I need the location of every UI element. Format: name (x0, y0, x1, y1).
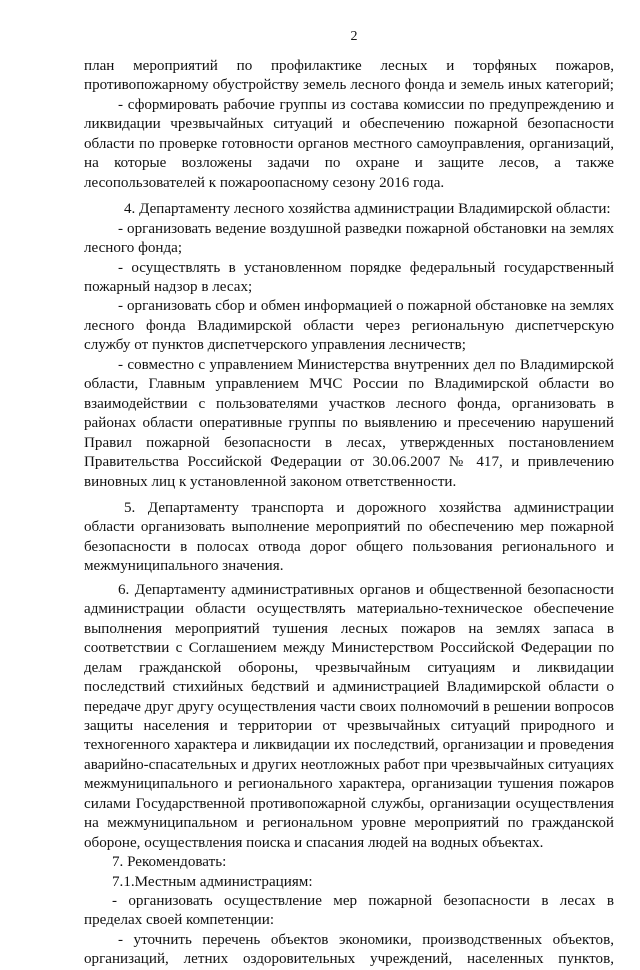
paragraph-item-7-1-local-administrations: 7.1.Местным администрациям: (112, 873, 313, 890)
paragraph-objects-list: - уточнить перечень объектов экономики, производственных объектов, организаций, летних оздоровительных учреждений, населенных пунктов, (84, 931, 614, 968)
paragraph-item-4-heading: 4. Департаменту лесного хозяйства администрации Владимирской области: (124, 201, 611, 218)
paragraph-information-exchange: - организовать сбор и обмен информацией о пожарной обстановке на землях лесного фонда Владимирской области через региональную диспетчерскую службу от пунктов диспетчерского управления лесничеств; (84, 298, 614, 354)
paragraph-item-7-recommend: 7. Рекомендовать: (112, 854, 227, 871)
paragraph-fire-supervision: - осуществлять в установленном порядке федеральный государственный пожарный надзор в лесах; (84, 259, 614, 295)
paragraph-operational-groups: - совместно с управлением Министерства внутренних дел по Владимирской области, Главным управлением МЧС России по Владимирской области во взаимодействии с пользователями участков лесного фонда, организовать в районах области оперативные группы по выявлению и пресечению нарушений Правил пожарной безопасности в лесах, утвержденных постановлением Правительства Российской Федерации от 30.06.2007 № 417, и привлечению виновных лиц к установленной законом ответственности. (84, 356, 614, 490)
page-number: 2 (350, 29, 358, 44)
paragraph-working-groups: - сформировать рабочие группы из состава комиссии по предупреждению и ликвидации чрезвычайных ситуаций и обеспечению пожарной безопасности области по проверке готовности органов местного самоуправления, организаций, на которые возложены задачи по охране и защите лесов, а также лесопользователей к пожароопасному сезону 2016 года. (84, 96, 614, 191)
paragraph-item-5-transport: 5. Департаменту транспорта и дорожного хозяйства администрации области организовать выполнение мероприятий по обеспечению мер пожарной безопасности в полосах отвода дорог общего пользования регионального и межмуниципального значения. (84, 499, 614, 575)
paragraph-fire-plan-continuation: план мероприятий по профилактике лесных и торфяных пожаров, противопожарному обустройству земель лесного фонда и земель иных категорий; (84, 58, 614, 94)
paragraph-fire-safety-measures: - организовать осуществление мер пожарной безопасности в лесах в пределах своей компетенции: (84, 893, 614, 929)
document-page (84, 28, 614, 970)
paragraph-aerial-reconnaissance: - организовать ведение воздушной разведки пожарной обстановки на землях лесного фонда; (84, 220, 614, 257)
paragraph-item-6-administrative: 6. Департаменту административных органов и общественной безопасности администрации области осуществлять материально-техническое обеспечение выполнения мероприятий тушения лесных пожаров на землях запаса в соответствии с Соглашением между Министерством Российской Федерации по делам гражданской обороны, чрезвычайным ситуациям и ликвидации последствий стихийных бедствий и администрацией Владимирской области о передаче друг другу осуществления части своих полномочий в решении вопросов защиты населения и территории от чрезвычайных ситуаций природного и техногенного характера и ликвидации их последствий, организации и проведения аварийно-спасательных и других неотложных работ при чрезвычайных ситуациях межмуниципального и регионального характера, организации тушения пожаров силами Государственной противопожарной службы, организации осуществления на межмуниципальном и региональном уровне мероприятий по гражданской обороне, осуществления поиска и спасания людей на водных объектах. (84, 581, 614, 851)
